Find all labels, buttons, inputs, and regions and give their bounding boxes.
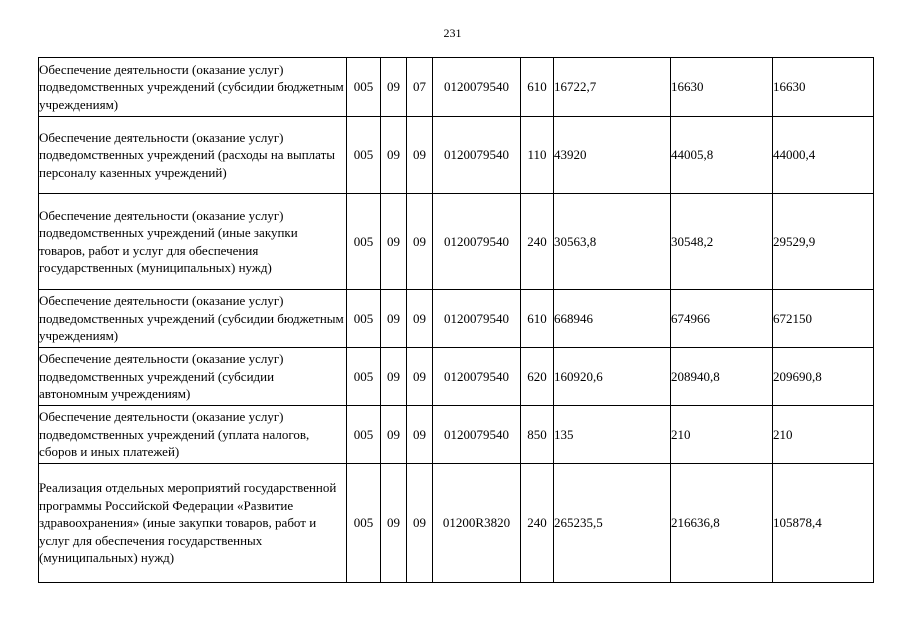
target-article-code: 0120079540: [433, 348, 521, 406]
expense-type-code: 850: [521, 406, 554, 464]
expense-type-code: 610: [521, 58, 554, 117]
expense-type-code: 620: [521, 348, 554, 406]
expense-name: Обеспечение деятельности (оказание услуг) подведомственных учреждений (уплата налогов, сборов и иных платежей): [39, 406, 347, 464]
amount-year-2: 208940,8: [671, 348, 773, 406]
expense-name: Реализация отдельных мероприятий государственной программы Российской Федерации «Развитие здравоохранения» (иные закупки товаров, работ и услуг для обеспечения государственных (муниципальных) нужд): [39, 464, 347, 583]
subsection-code: 09: [407, 290, 433, 348]
expense-type-code: 110: [521, 117, 554, 194]
amount-year-3: 210: [773, 406, 874, 464]
amount-year-2: 674966: [671, 290, 773, 348]
page-number: 231: [443, 26, 462, 40]
amount-year-3: 29529,9: [773, 194, 874, 290]
expense-type-code: 240: [521, 464, 554, 583]
section-code: 09: [381, 464, 407, 583]
subsection-code: 09: [407, 464, 433, 583]
target-article-code: 0120079540: [433, 117, 521, 194]
subsection-code: 07: [407, 58, 433, 117]
ministry-code: 005: [347, 348, 381, 406]
subsection-code: 09: [407, 194, 433, 290]
section-code: 09: [381, 58, 407, 117]
target-article-code: 0120079540: [433, 290, 521, 348]
amount-year-3: 44000,4: [773, 117, 874, 194]
expense-name: Обеспечение деятельности (оказание услуг) подведомственных учреждений (субсидии бюджетным учреждениям): [39, 290, 347, 348]
ministry-code: 005: [347, 117, 381, 194]
section-code: 09: [381, 194, 407, 290]
ministry-code: 005: [347, 290, 381, 348]
section-code: 09: [381, 117, 407, 194]
target-article-code: 0120079540: [433, 194, 521, 290]
expense-name: Обеспечение деятельности (оказание услуг) подведомственных учреждений (субсидии бюджетным учреждениям): [39, 58, 347, 117]
expense-name: Обеспечение деятельности (оказание услуг) подведомственных учреждений (иные закупки товаров, работ и услуг для обеспечения государственных (муниципальных) нужд): [39, 194, 347, 290]
table-row: [39, 406, 874, 464]
table-row: [39, 464, 874, 583]
amount-year-1: 135: [554, 406, 671, 464]
amount-year-3: 16630: [773, 58, 874, 117]
ministry-code: 005: [347, 194, 381, 290]
table-row: [39, 194, 874, 290]
amount-year-1: 160920,6: [554, 348, 671, 406]
section-code: 09: [381, 406, 407, 464]
amount-year-2: 44005,8: [671, 117, 773, 194]
amount-year-1: 16722,7: [554, 58, 671, 117]
amount-year-3: 209690,8: [773, 348, 874, 406]
target-article-code: 0120079540: [433, 406, 521, 464]
target-article-code: 0120079540: [433, 58, 521, 117]
expense-type-code: 610: [521, 290, 554, 348]
amount-year-1: 43920: [554, 117, 671, 194]
budget-table: [38, 57, 874, 583]
amount-year-2: 216636,8: [671, 464, 773, 583]
amount-year-1: 30563,8: [554, 194, 671, 290]
section-code: 09: [381, 348, 407, 406]
amount-year-2: 16630: [671, 58, 773, 117]
amount-year-1: 668946: [554, 290, 671, 348]
ministry-code: 005: [347, 464, 381, 583]
table-row: [39, 348, 874, 406]
subsection-code: 09: [407, 348, 433, 406]
subsection-code: 09: [407, 117, 433, 194]
expense-name: Обеспечение деятельности (оказание услуг) подведомственных учреждений (расходы на выплаты персоналу казенных учреждений): [39, 117, 347, 194]
subsection-code: 09: [407, 406, 433, 464]
ministry-code: 005: [347, 58, 381, 117]
target-article-code: 01200R3820: [433, 464, 521, 583]
amount-year-2: 30548,2: [671, 194, 773, 290]
table-row: [39, 117, 874, 194]
amount-year-1: 265235,5: [554, 464, 671, 583]
table-row: [39, 290, 874, 348]
expense-type-code: 240: [521, 194, 554, 290]
expense-name: Обеспечение деятельности (оказание услуг) подведомственных учреждений (субсидии автономным учреждениям): [39, 348, 347, 406]
amount-year-3: 105878,4: [773, 464, 874, 583]
amount-year-2: 210: [671, 406, 773, 464]
section-code: 09: [381, 290, 407, 348]
table-row: [39, 58, 874, 117]
amount-year-3: 672150: [773, 290, 874, 348]
ministry-code: 005: [347, 406, 381, 464]
